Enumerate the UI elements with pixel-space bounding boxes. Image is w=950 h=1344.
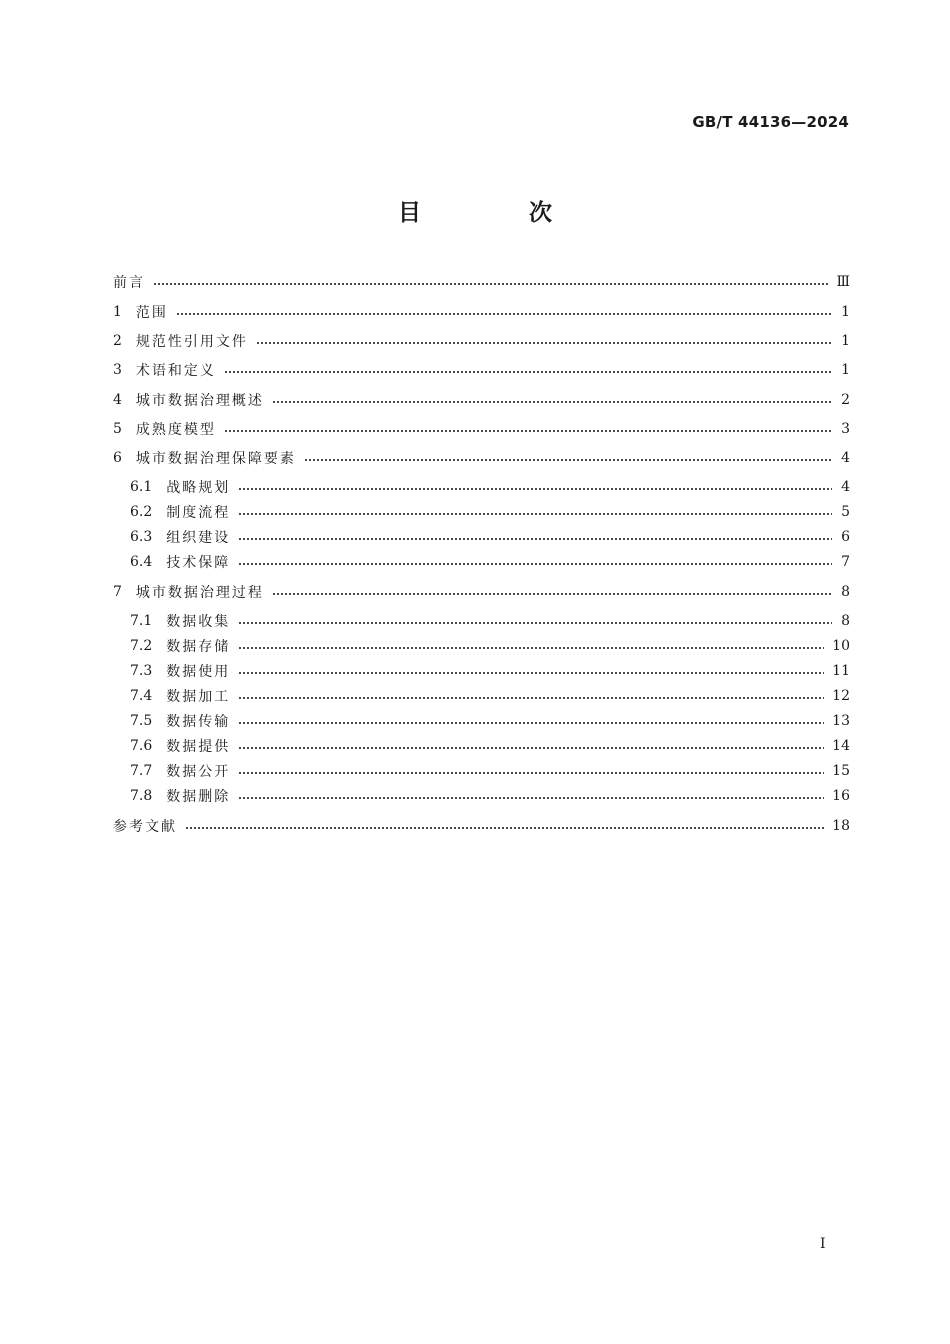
toc-entry-7-8[interactable] xyxy=(130,784,850,808)
dot-leader xyxy=(238,697,824,699)
toc-entry-page: 12 xyxy=(832,688,850,704)
toc-entry-overview[interactable] xyxy=(113,388,850,412)
toc-entry-title: 数据提供 xyxy=(166,739,231,755)
toc-entry-page: 5 xyxy=(841,504,850,520)
toc-entry-maturity-model[interactable] xyxy=(113,417,850,441)
toc-entry-number: 2 xyxy=(113,333,122,349)
dot-leader xyxy=(238,513,832,515)
toc-entry-page: 6 xyxy=(841,529,850,545)
toc-entry-title: 数据加工 xyxy=(166,689,231,705)
toc-entry-title: 数据存储 xyxy=(166,639,231,655)
dot-leader xyxy=(153,283,828,285)
toc-entry-page: 4 xyxy=(841,450,850,466)
toc-entry-bibliography[interactable] xyxy=(113,814,850,838)
dot-leader xyxy=(224,371,832,373)
toc-entry-title: 数据公开 xyxy=(166,764,231,780)
toc-entry-title: 城市数据治理过程 xyxy=(135,585,264,601)
toc-entry-number: 7.6 xyxy=(130,738,153,754)
toc-entry-page: Ⅲ xyxy=(836,274,850,290)
toc-entry-title: 参考文献 xyxy=(113,819,177,835)
toc-entry-number: 6.2 xyxy=(130,504,153,520)
toc-entry-title: 数据使用 xyxy=(166,664,231,680)
toc-entry-safeguard-elements[interactable] xyxy=(113,446,850,470)
toc-entry-7-2[interactable] xyxy=(130,634,850,658)
dot-leader xyxy=(272,593,832,595)
toc-entry-7-5[interactable] xyxy=(130,709,850,733)
toc-entry-title: 范围 xyxy=(135,305,168,321)
dot-leader xyxy=(238,488,832,490)
page-number: I xyxy=(820,1236,826,1252)
dot-leader xyxy=(238,647,824,649)
toc-entry-number: 1 xyxy=(113,304,122,320)
toc-entry-number: 6.4 xyxy=(130,554,153,570)
toc-entry-6-1[interactable] xyxy=(130,475,850,499)
toc-entry-number: 7.7 xyxy=(130,763,153,779)
toc-entry-number: 7.4 xyxy=(130,688,153,704)
toc-entry-title: 前言 xyxy=(113,275,145,291)
toc-entry-page: 14 xyxy=(832,738,850,754)
standard-code: GB/T 44136—2024 xyxy=(692,113,849,131)
toc-entry-page: 1 xyxy=(841,362,850,378)
toc-entry-page: 16 xyxy=(832,788,850,804)
toc-entry-terms[interactable] xyxy=(113,358,850,382)
toc-entry-page: 1 xyxy=(841,333,850,349)
dot-leader xyxy=(224,430,832,432)
dot-leader xyxy=(256,342,832,344)
dot-leader xyxy=(238,538,832,540)
toc-entry-6-3[interactable] xyxy=(130,525,850,549)
toc-entry-title: 城市数据治理概述 xyxy=(135,393,264,409)
toc-entry-page: 7 xyxy=(841,554,850,570)
toc-entry-title: 术语和定义 xyxy=(135,363,216,379)
toc-entry-page: 3 xyxy=(841,421,850,437)
toc-entry-title: 数据传输 xyxy=(166,714,231,730)
toc-entry-number: 7.8 xyxy=(130,788,153,804)
toc-entry-page: 1 xyxy=(841,304,850,320)
toc-entry-number: 7.5 xyxy=(130,713,153,729)
toc-entry-number: 7 xyxy=(113,584,122,600)
toc-entry-number: 7.1 xyxy=(130,613,153,629)
toc-entry-normative-references[interactable] xyxy=(113,329,850,353)
dot-leader xyxy=(238,672,824,674)
toc-entry-number: 6.1 xyxy=(130,479,153,495)
toc-entry-title: 城市数据治理保障要素 xyxy=(135,451,296,467)
toc-entry-page: 11 xyxy=(832,663,850,679)
toc-entry-scope[interactable] xyxy=(113,300,850,324)
toc-entry-7-3[interactable] xyxy=(130,659,850,683)
toc-entry-preface[interactable] xyxy=(113,270,850,294)
dot-leader xyxy=(238,722,824,724)
toc-entry-7-6[interactable] xyxy=(130,734,850,758)
toc-entry-7-1[interactable] xyxy=(130,609,850,633)
toc-entry-page: 15 xyxy=(832,763,850,779)
dot-leader xyxy=(238,622,832,624)
toc-entry-title: 规范性引用文件 xyxy=(135,334,248,350)
dot-leader xyxy=(238,563,832,565)
toc-entry-governance-process[interactable] xyxy=(113,580,850,604)
toc-entry-6-4[interactable] xyxy=(130,550,850,574)
toc-entry-number: 7.3 xyxy=(130,663,153,679)
toc-entry-number: 6.3 xyxy=(130,529,153,545)
toc-entry-page: 10 xyxy=(832,638,850,654)
toc-entry-page: 4 xyxy=(841,479,850,495)
dot-leader xyxy=(272,401,832,403)
toc-entry-title: 数据删除 xyxy=(166,789,231,805)
page-title: 目 次 xyxy=(397,200,602,226)
toc-entry-title: 战略规划 xyxy=(166,480,231,496)
dot-leader xyxy=(238,797,824,799)
dot-leader xyxy=(238,747,824,749)
toc-entry-page: 2 xyxy=(841,392,850,408)
toc-entry-title: 成熟度模型 xyxy=(135,422,216,438)
toc-entry-title: 数据收集 xyxy=(166,614,231,630)
toc-entry-page: 13 xyxy=(832,713,850,729)
dot-leader xyxy=(238,772,824,774)
toc-entry-title: 制度流程 xyxy=(166,505,231,521)
toc-entry-number: 6 xyxy=(113,450,122,466)
toc-entry-number: 5 xyxy=(113,421,122,437)
toc-entry-page: 8 xyxy=(841,613,850,629)
toc-entry-title: 技术保障 xyxy=(166,555,231,571)
toc-entry-number: 7.2 xyxy=(130,638,153,654)
toc-entry-page: 18 xyxy=(832,818,850,834)
toc-entry-page: 8 xyxy=(841,584,850,600)
toc-entry-6-2[interactable] xyxy=(130,500,850,524)
dot-leader xyxy=(176,313,832,315)
toc-entry-number: 3 xyxy=(113,362,122,378)
dot-leader xyxy=(304,459,832,461)
toc-entry-7-4[interactable] xyxy=(130,684,850,708)
dot-leader xyxy=(185,827,824,829)
toc-entry-number: 4 xyxy=(113,392,122,408)
toc-entry-title: 组织建设 xyxy=(166,530,231,546)
toc-entry-7-7[interactable] xyxy=(130,759,850,783)
